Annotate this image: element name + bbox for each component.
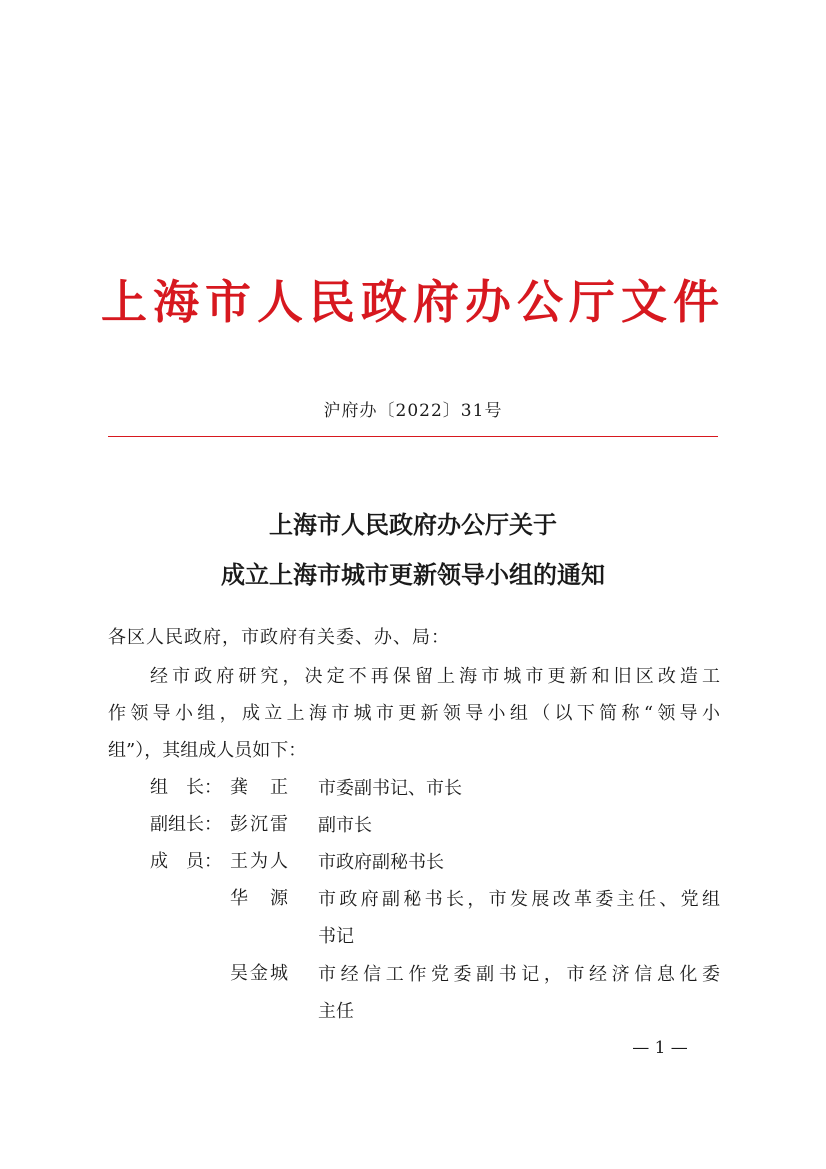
member-name: 龚 正 xyxy=(230,777,290,798)
member-name: 王为人 xyxy=(230,851,290,872)
member-post-line: 市政府副秘书长 xyxy=(318,852,444,873)
member-post-line: 市委副书记、市长 xyxy=(318,778,462,799)
paragraph-line: 组”），其组成人员如下： xyxy=(108,740,307,761)
member-post xyxy=(318,770,720,807)
paragraph-line: 经市政府研究，决定不再保留上海市城市更新和旧区改造工 xyxy=(150,666,720,687)
member-post-line: 市政府副秘书长，市发展改革委主任、党组 xyxy=(318,889,720,910)
notice-title-line-1: 上海市人民政府办公厅关于 xyxy=(269,510,557,539)
paragraph-line: 作领导小组，成立上海市城市更新领导小组（以下简称“领导小 xyxy=(108,703,720,724)
member-post-line: 副市长 xyxy=(318,815,372,836)
salutation: 各区人民政府，市政府有关委、办、局： xyxy=(108,627,450,648)
page-number: — 1 — xyxy=(632,1038,688,1058)
member-name: 华 源 xyxy=(230,888,290,909)
member-role: 组 长： xyxy=(150,777,222,798)
member-post xyxy=(318,881,720,955)
red-separator-line xyxy=(108,436,718,437)
document-number: 沪府办〔2022〕31号 xyxy=(323,401,503,421)
member-name: 吴金城 xyxy=(230,963,290,984)
member-role: 成 员： xyxy=(150,851,222,872)
member-role: 副组长： xyxy=(150,814,222,835)
body-paragraph xyxy=(108,658,720,769)
member-post-line: 书记 xyxy=(318,926,354,947)
member-post xyxy=(318,956,720,1030)
member-post-line: 主任 xyxy=(318,1001,354,1022)
member-post xyxy=(318,807,720,844)
document-masthead: 上海市人民政府办公厅文件 xyxy=(101,275,725,329)
notice-title-line-2: 成立上海市城市更新领导小组的通知 xyxy=(221,560,605,589)
member-name: 彭沉雷 xyxy=(230,814,290,835)
member-post-line: 市经信工作党委副书记，市经济信息化委 xyxy=(318,964,720,985)
member-post xyxy=(318,844,720,881)
